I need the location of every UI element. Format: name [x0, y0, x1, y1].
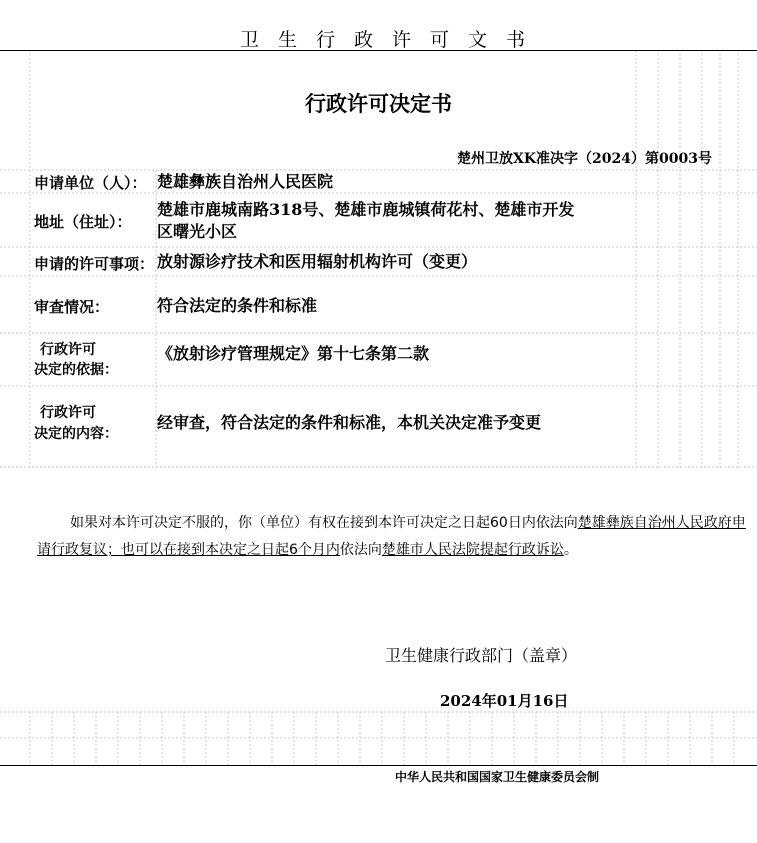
applicant-label: 申请单位（人）：: [34, 174, 147, 192]
review-value: 符合法定的条件和标准: [157, 296, 318, 315]
footer-issuer: 中华人民共和国国家卫生健康委员会制: [395, 770, 600, 784]
applicant-value: 楚雄彝族自治州人民医院: [157, 172, 334, 191]
permit-item-value: 放射源诊疗技术和医用辐射机构许可（变更）: [157, 252, 478, 271]
page-title: 行政许可决定书: [305, 91, 452, 116]
decision-date: 2024年01月16日: [440, 692, 569, 710]
permit-item-label: 申请的许可事项：: [34, 255, 155, 273]
footer-rule: [0, 765, 757, 766]
content-value: 经审查，符合法定的条件和标准，本机关决定准予变更: [157, 413, 542, 432]
address-label: 地址（住址）：: [34, 213, 132, 231]
basis-label-line1: 行政许可: [40, 342, 96, 358]
document-type-header: 卫生行政许可文书: [240, 29, 545, 51]
address-value-line2: 区曙光小区: [157, 222, 238, 241]
document-number: 楚州卫放XK准决字（2024）第0003号: [457, 151, 712, 167]
appeal-paragraph: [37, 510, 757, 564]
appeal-text-part5: 。: [563, 542, 578, 558]
appeal-text-part1: 如果对本许可决定不服的，你（单位）有权在接到本许可决定之日起60日内依法向: [70, 515, 578, 531]
appeal-court: 楚雄市人民法院提起行政诉讼: [381, 542, 564, 558]
appeal-text-part3: 依法向: [339, 542, 382, 558]
address-value-line1: 楚雄市鹿城南路318号、楚雄市鹿城镇荷花村、楚雄市开发: [157, 200, 575, 219]
basis-value: 《放射诊疗管理规定》第十七条第二款: [157, 344, 430, 363]
review-label: 审查情况：: [34, 298, 110, 316]
stamp-text: 卫生健康行政部门（盖章）: [385, 646, 578, 665]
content-label-line1: 行政许可: [40, 405, 96, 421]
basis-label-line2: 决定的依据：: [34, 362, 118, 378]
appeal-gov-authority: 楚雄彝族自治州人民政府申请行政复议；也可以在接到本决定之日起6个月内: [37, 515, 746, 558]
content-label-line2: 决定的内容：: [34, 426, 118, 442]
